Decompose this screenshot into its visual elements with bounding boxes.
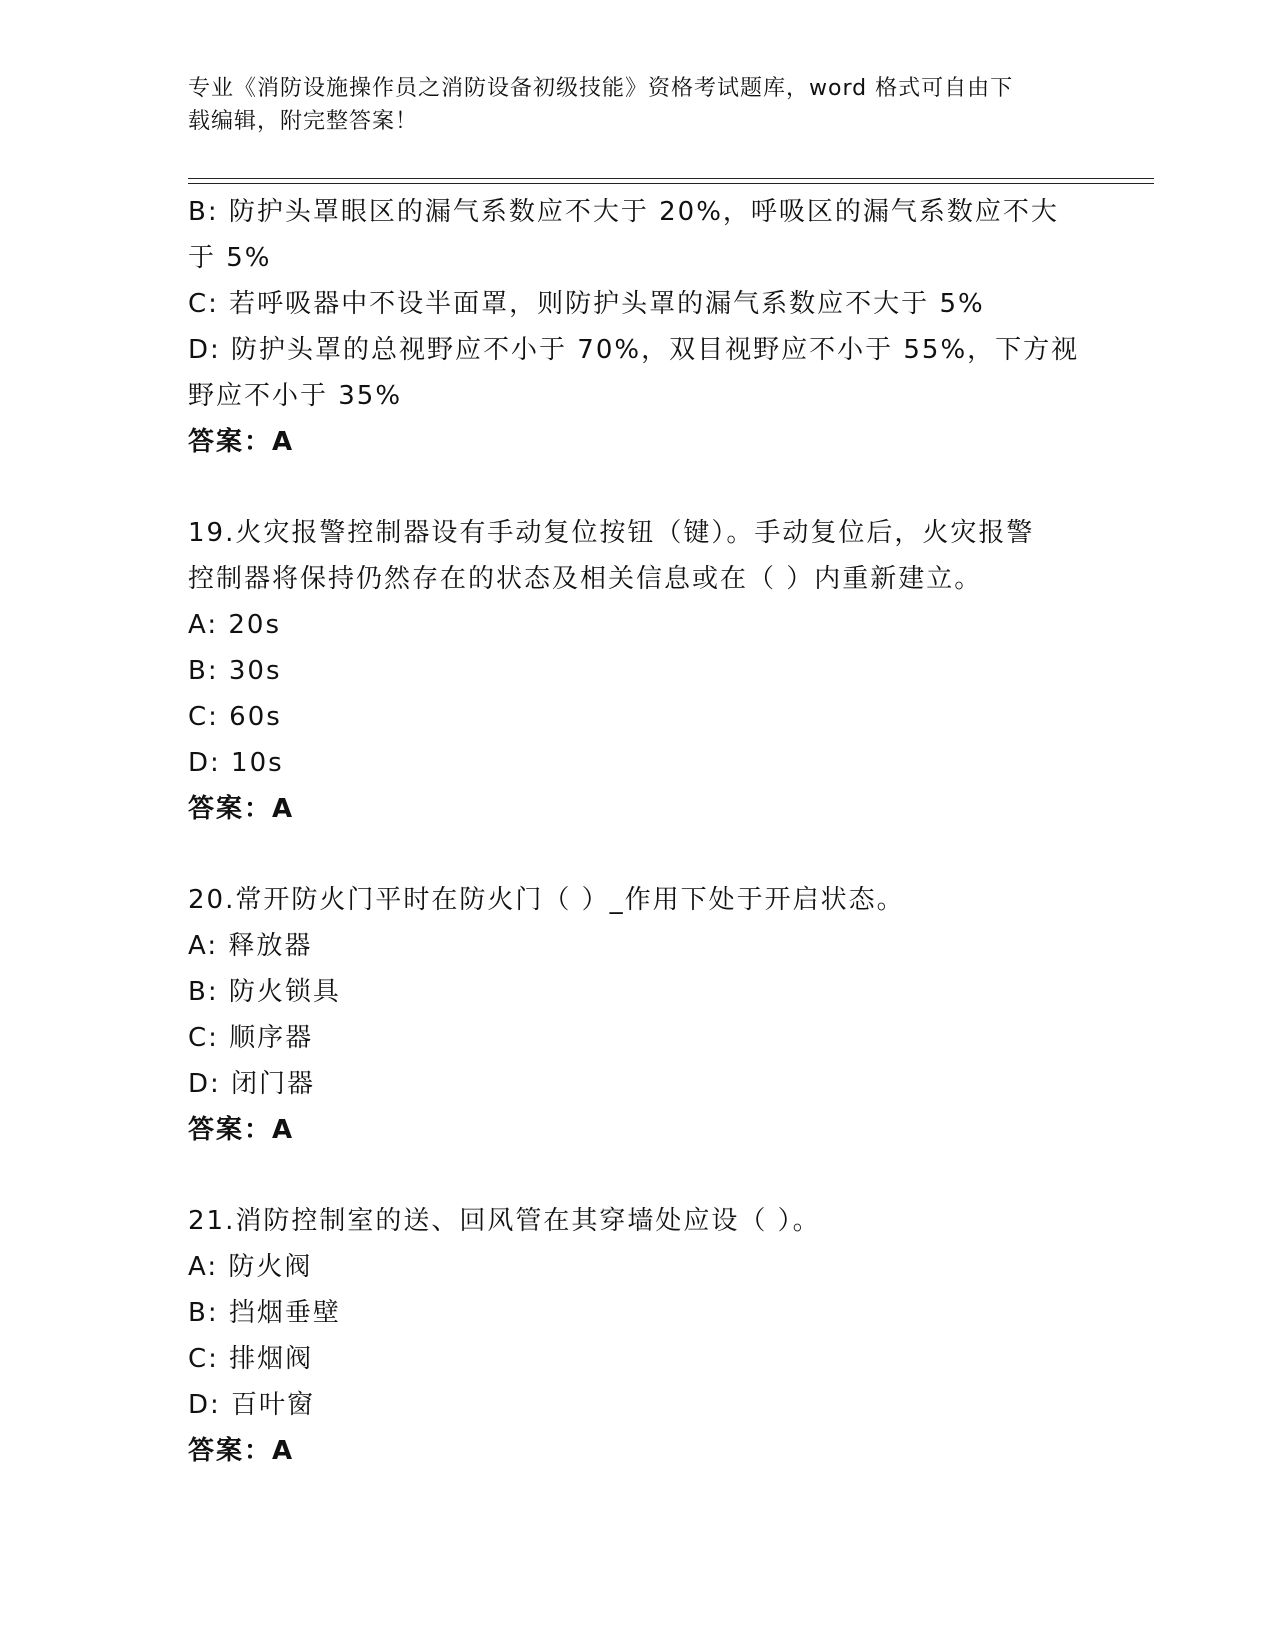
header-title-line-1: 专业《消防设施操作员之消防设备初级技能》资格考试题库，word 格式可自由下	[188, 76, 1014, 101]
question-list	[188, 189, 1088, 1474]
option-c: C: 顺序器	[188, 1023, 314, 1053]
option-b: B: 挡烟垂壁	[188, 1298, 341, 1328]
question-stem-line-1: 20.常开防火门平时在防火门（ ）_作用下处于开启状态。	[188, 885, 905, 915]
option-a: A: 20s	[188, 610, 281, 640]
option-b: B: 防火锁具	[188, 977, 341, 1007]
option-a: A: 防火阀	[188, 1252, 313, 1282]
option-d: D: 闭门器	[188, 1069, 316, 1099]
option-c: C: 排烟阀	[188, 1344, 314, 1374]
option-d: D: 10s	[188, 748, 284, 778]
spacer	[188, 832, 1088, 877]
spacer	[188, 1153, 1088, 1198]
option-d-line-1: D: 防护头罩的总视野应不小于 70%，双目视野应不小于 55%，下方视	[188, 335, 1080, 365]
option-b-line-1: B: 防护头罩眼区的漏气系数应不大于 20%，呼吸区的漏气系数应不大	[188, 197, 1059, 227]
header-title-line-2: 载编辑，附完整答案！	[188, 109, 419, 134]
question-stem-line-1: 21.消防控制室的送、回风管在其穿墙处应设（ ）。	[188, 1206, 821, 1236]
document-header	[188, 72, 1068, 138]
question-21	[188, 1198, 1088, 1474]
option-b: B: 30s	[188, 656, 282, 686]
question-19	[188, 510, 1088, 832]
option-c: C: 60s	[188, 702, 282, 732]
option-c: C: 若呼吸器中不设半面罩，则防护头罩的漏气系数应不大于 5%	[188, 289, 985, 319]
answer-label: 答案：A	[188, 1115, 295, 1145]
question-18-continuation	[188, 189, 1088, 465]
option-d-line-2: 野应不小于 35%	[188, 381, 403, 411]
answer-label: 答案：A	[188, 794, 295, 824]
answer-label: 答案：A	[188, 427, 295, 457]
question-stem-line-2: 控制器将保持仍然存在的状态及相关信息或在（ ）内重新建立。	[188, 564, 983, 594]
option-b-line-2: 于 5%	[188, 243, 272, 273]
spacer	[188, 465, 1088, 510]
question-stem-line-1: 19.火灾报警控制器设有手动复位按钮（键）。手动复位后，火灾报警	[188, 518, 1035, 548]
header-divider-bottom	[188, 183, 1154, 184]
question-20	[188, 877, 1088, 1153]
option-d: D: 百叶窗	[188, 1390, 316, 1420]
answer-label: 答案：A	[188, 1436, 295, 1466]
option-a: A: 释放器	[188, 931, 313, 961]
header-divider-top	[188, 178, 1154, 179]
